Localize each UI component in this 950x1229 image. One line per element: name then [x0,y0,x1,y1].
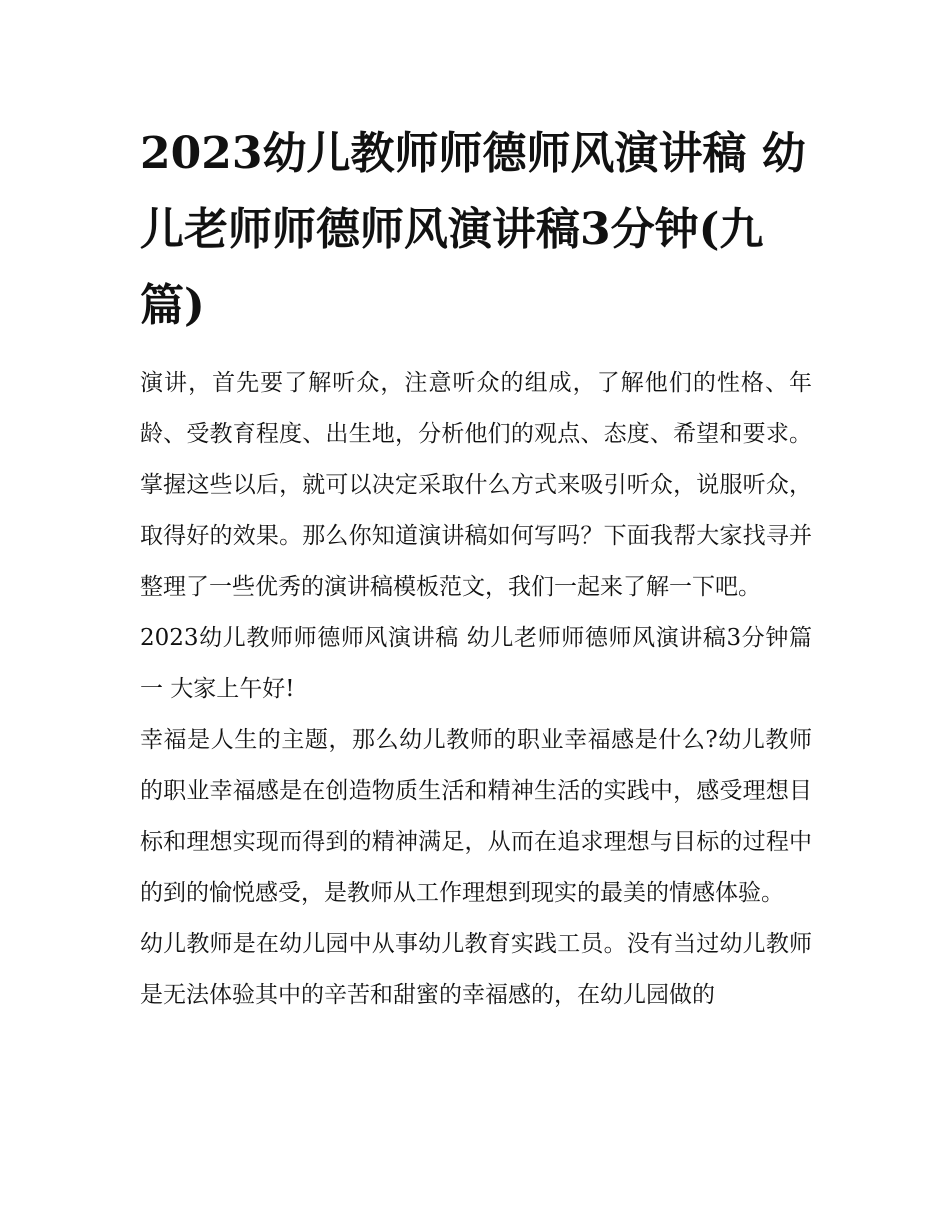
paragraph-intro: 演讲，首先要了解听众，注意听众的组成，了解他们的性格、年龄、受教育程度、出生地，分析他们的观点、态度、希望和要求。掌握这些以后，就可以决定采取什么方式来吸引听众，说服听众，取得好的效果。那么你知道演讲稿如何写吗？下面我帮大家找寻并整理了一些优秀的演讲稿模板范文，我们一起来了解一下吧。 [140,370,812,600]
paragraph-section-heading: 2023幼儿教师师德师风演讲稿 幼儿老师师德师风演讲稿3分钟篇一 大家上午好! [140,625,812,702]
document-title: 2023幼儿教师师德师风演讲稿 幼儿老师师德师风演讲稿3分钟(九篇) [140,128,806,331]
document-body [140,116,812,1021]
paragraph-teacher: 幼儿教师是在幼儿园中从事幼儿教育实践工员。没有当过幼儿教师是无法体验其中的辛苦和甜蜜的幸福感的，在幼儿园做的 [140,931,812,1008]
paragraph-happiness: 幸福是人生的主题，那么幼儿教师的职业幸福感是什么?幼儿教师的职业幸福感是在创造物质生活和精神生活的实践中，感受理想目标和理想实现而得到的精神满足，从而在追求理想与目标的过程中的到的愉悦感受，是教师从工作理想到现实的最美的情感体验。 [140,727,812,906]
